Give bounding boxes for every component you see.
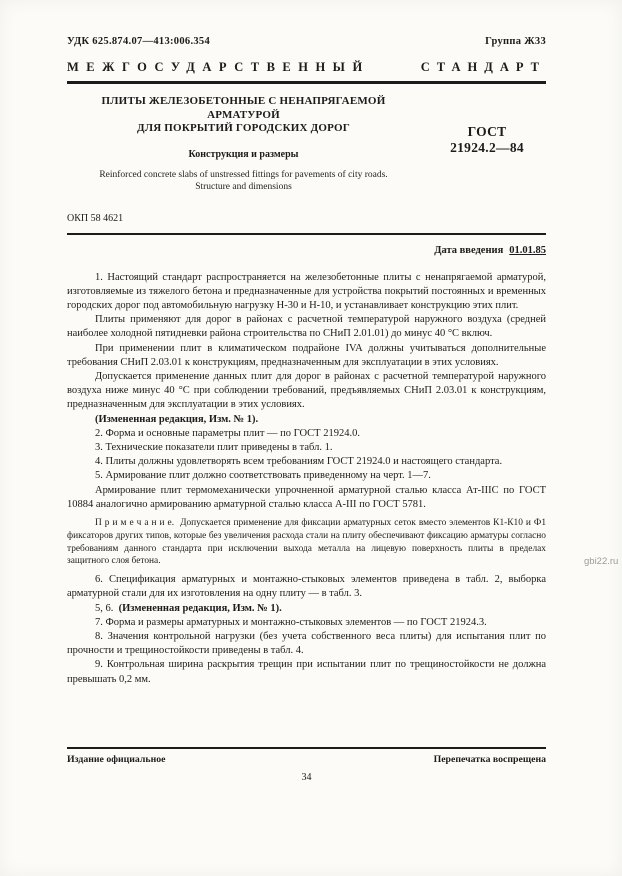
introduction-date-label: Дата введения bbox=[434, 244, 504, 256]
group-code: Группа Ж33 bbox=[485, 36, 546, 47]
page-number: 34 bbox=[301, 772, 312, 783]
body-text bbox=[67, 271, 546, 687]
standard-type-word2: СТАНДАРТ bbox=[420, 60, 546, 74]
paragraph-3: 3. Технические показатели плит приведены в табл. 1. bbox=[95, 441, 333, 453]
paragraph-1a: Плиты применяют для дорог в районах с расчетной температурой наружного воздуха (средней наиболее холодной пятидневки района строительства по СНиП 2.01.01) до минус 40 °С включ. bbox=[67, 314, 546, 340]
subtitle-english bbox=[67, 169, 420, 194]
amendment-note-2-bold: (Измененная редакция, Изм. № 1). bbox=[118, 602, 282, 614]
title-column bbox=[67, 95, 428, 194]
reprint-prohibited-label: Перепечатка воспрещена bbox=[433, 754, 546, 765]
paragraph-6: 6. Спецификация арматурных и монтажно-стыковых элементов приведена в табл. 2, выборка арматурной стали для их изготовления на одну плиту — в табл. 3. bbox=[67, 574, 546, 600]
footer-row bbox=[67, 754, 546, 765]
amendment-note-2-prefix: 5, 6. bbox=[95, 602, 116, 614]
subtitle-russian: Конструкция и размеры bbox=[188, 148, 299, 160]
subtitle-english-line2: Structure and dimensions bbox=[195, 182, 292, 192]
paragraph-4: 4. Плиты должны удовлетворять всем требованиям ГОСТ 21924.0 и настоящего стандарта. bbox=[95, 456, 503, 468]
gost-designation bbox=[428, 124, 546, 194]
paragraph-1c: Допускается применение данных плит для дорог в районах с расчетной температурой наружного воздуха ниже минус 40 °С при соблюдении требований, предъявляемых СНиП 2.03.01 к конструкциям, предназначенным для эксплуатации в этих условиях. bbox=[67, 370, 546, 411]
note-label: П р и м е ч а н и е. bbox=[95, 517, 178, 528]
paragraph-8: 8. Значения контрольной нагрузки (без учета собственного веса плиты) для испытания плит по прочности и трещиностойкости приведены в табл. 4. bbox=[67, 630, 546, 657]
udk-code: УДК 625.874.07—413:006.354 bbox=[67, 36, 211, 47]
paragraph-1b: При применении плит в климатическом подрайоне IVA должны учитываться дополнительные требования СНиП 2.03.01 к конструкциям, предназначенным для эксплуатации в этих условиях. bbox=[67, 342, 546, 368]
paragraph-7: 7. Форма и размеры арматурных и монтажно-стыковых элементов — по ГОСТ 21924.3. bbox=[95, 616, 487, 628]
official-edition-label: Издание официальное bbox=[67, 754, 166, 765]
gost-label: ГОСТ bbox=[467, 124, 507, 139]
note-block bbox=[67, 517, 546, 568]
introduction-date-row bbox=[67, 245, 546, 256]
amendment-note-2 bbox=[67, 602, 546, 616]
amendment-note-1: (Измененная редакция, Изм. № 1). bbox=[95, 413, 259, 425]
document-title bbox=[67, 95, 420, 136]
note-text: Допускается применение для фиксации арматурных сеток вместо элементов К1-К10 и Ф1 фиксаторов других типов, которые без увеличения расхода стали на плиту обеспечивают фиксацию арматуры согласно требованиям данного стандарта при исключении выхода металла на лицевую поверхность плиты в пределах защитного слоя бетона. bbox=[67, 517, 547, 567]
site-watermark: gbi22.ru bbox=[584, 556, 619, 567]
document-title-line1: ПЛИТЫ ЖЕЛЕЗОБЕТОННЫЕ С НЕНАПРЯГАЕМОЙ АРМАТУРОЙ bbox=[101, 95, 386, 121]
paragraph-5: 5. Армирование плит должно соответствовать приведенному на черт. 1—7. bbox=[95, 470, 431, 482]
page-content bbox=[67, 0, 546, 687]
paragraph-1: 1. Настоящий стандарт распространяется на железобетонные плиты с ненапрягаемой арматурой, изготовляемые из тяжелого бетона и предназначенные для устройства покрытий постоянных и временных городских дорог под автомобильную нагрузку Н-30 и Н-10, и устанавливает конструкцию этих плит. bbox=[67, 271, 546, 311]
paragraph-9: 9. Контрольная ширина раскрытия трещин при испытании плит по трещиностойкости не должна превышать 0,2 мм. bbox=[67, 659, 546, 685]
header-rule bbox=[67, 233, 546, 235]
standard-type-word1: МЕЖГОСУДАРСТВЕННЫЙ bbox=[67, 60, 370, 74]
paragraph-5a: Армирование плит термомеханически упрочненной арматурной сталью класса Ат-IIIС по ГОСТ 10884 аналогично армированию арматурной сталью класса А-III по ГОСТ 5781. bbox=[67, 484, 546, 510]
standard-type-heading bbox=[67, 60, 546, 75]
subtitle-english-line1: Reinforced concrete slabs of unstressed fittings for pavements of city roads. bbox=[99, 169, 388, 180]
okp-code: ОКП 58 4621 bbox=[67, 212, 124, 224]
gost-number: 21924.2—84 bbox=[450, 140, 524, 155]
classification-row bbox=[67, 0, 546, 47]
paragraph-2: 2. Форма и основные параметры плит — по ГОСТ 21924.0. bbox=[95, 427, 360, 439]
introduction-date-value: 01.01.85 bbox=[509, 244, 546, 256]
document-title-line2: ДЛЯ ПОКРЫТИЙ ГОРОДСКИХ ДОРОГ bbox=[137, 122, 350, 134]
header-thick-rule bbox=[67, 81, 546, 84]
footer-rule bbox=[67, 747, 546, 749]
title-block bbox=[67, 95, 546, 194]
